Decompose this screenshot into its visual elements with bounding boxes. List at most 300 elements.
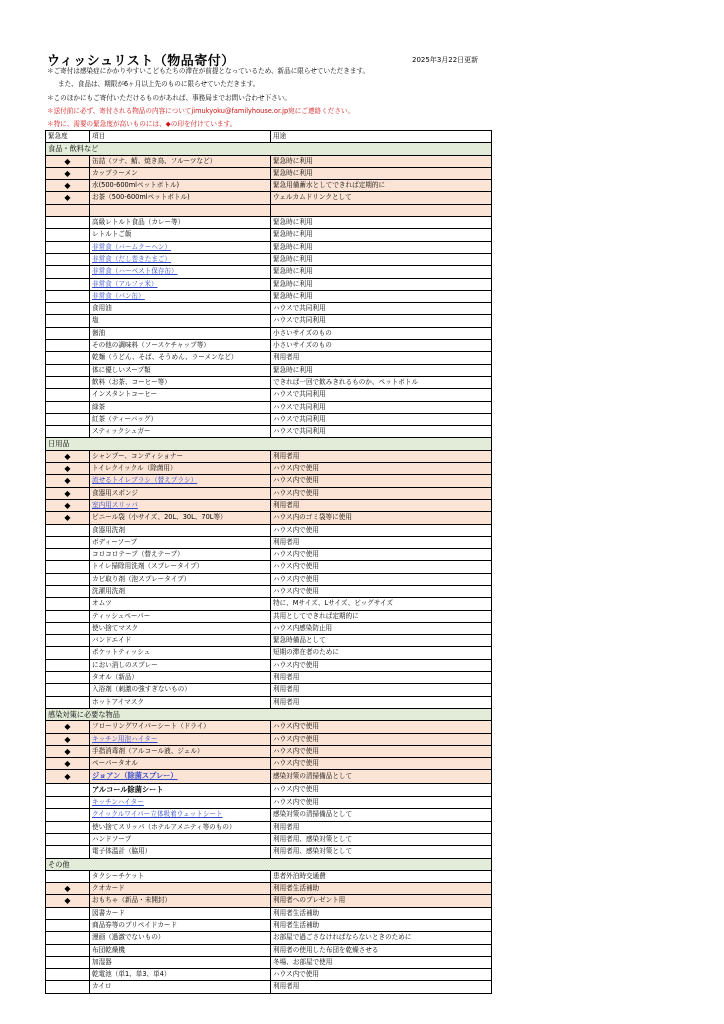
table-row bbox=[46, 598, 492, 610]
use-cell: ハウス内で使用 bbox=[271, 659, 492, 671]
use-cell: ハウス内で使用 bbox=[271, 758, 492, 770]
urgency-mark bbox=[46, 944, 90, 956]
item-link[interactable]: キッチン用泡ハイター bbox=[92, 734, 158, 743]
item-link[interactable]: 室内用スリッパ bbox=[92, 500, 138, 509]
use-cell: ハウス内で使用 bbox=[271, 745, 492, 757]
use-cell: 利用者用、感染対策として bbox=[271, 846, 492, 858]
item-cell bbox=[90, 241, 271, 253]
table-row bbox=[46, 413, 492, 425]
item-label: 塩 bbox=[92, 316, 99, 325]
table-row bbox=[46, 647, 492, 659]
urgency-mark bbox=[46, 783, 90, 796]
blank-cell bbox=[46, 204, 90, 216]
urgency-mark bbox=[46, 401, 90, 413]
item-label: ティッシュペーパー bbox=[92, 611, 151, 620]
urgency-mark: ◆ bbox=[46, 167, 90, 179]
use-cell: 感染対策の清掃備品として bbox=[271, 809, 492, 821]
table-row bbox=[46, 364, 492, 376]
urgency-mark bbox=[46, 290, 90, 302]
urgency-mark bbox=[46, 549, 90, 561]
use-cell: 緊急用備蓄水としてできれば定期的に bbox=[271, 180, 492, 192]
table-row bbox=[46, 192, 492, 204]
blank-cell bbox=[271, 204, 492, 216]
table-row bbox=[46, 278, 492, 290]
table-row bbox=[46, 696, 492, 708]
item-label: 布団乾燥機 bbox=[92, 945, 125, 954]
use-cell: ハウス内で使用 bbox=[271, 463, 492, 475]
urgency-mark bbox=[46, 241, 90, 253]
use-cell: 利用者生活補助 bbox=[271, 920, 492, 932]
item-cell bbox=[90, 512, 271, 524]
urgency-mark: ◆ bbox=[46, 721, 90, 733]
item-label: 商品券等のプリペイドカード bbox=[92, 921, 178, 929]
use-cell: 利用者用、感染対策として bbox=[271, 833, 492, 845]
section-label: 感染対策に必要な物品 bbox=[46, 708, 492, 720]
item-label: 図書カード bbox=[92, 908, 125, 917]
urgency-mark bbox=[46, 622, 90, 634]
table-row bbox=[46, 327, 492, 339]
item-cell bbox=[90, 401, 271, 413]
use-cell: 利用者生活補助 bbox=[271, 883, 492, 895]
item-cell bbox=[90, 944, 271, 956]
item-cell bbox=[90, 278, 271, 290]
table-row bbox=[46, 833, 492, 845]
urgency-mark bbox=[46, 315, 90, 327]
use-cell: 利用者用 bbox=[271, 684, 492, 696]
use-cell: ハウス内で使用 bbox=[271, 573, 492, 585]
item-label: レトルトご飯 bbox=[92, 230, 132, 239]
item-label: ビニール袋（小サイズ、20L、30L、70L等） bbox=[92, 513, 227, 522]
use-cell: 利用者用 bbox=[271, 450, 492, 462]
blank-row bbox=[46, 204, 492, 216]
item-label: 入浴剤（刺激の強すぎないもの） bbox=[92, 685, 191, 694]
use-cell: 利用者用 bbox=[271, 499, 492, 511]
table-row bbox=[46, 684, 492, 696]
table-row bbox=[46, 155, 492, 167]
item-link[interactable]: キッチンハイター bbox=[92, 798, 144, 807]
item-cell bbox=[90, 487, 271, 499]
item-label: 食用油 bbox=[92, 304, 112, 313]
item-cell bbox=[90, 622, 271, 634]
table-row bbox=[46, 745, 492, 757]
use-cell: ウェルカムドリンクとして bbox=[271, 192, 492, 204]
use-cell: 感染対策の清掃備品として bbox=[271, 770, 492, 783]
urgency-mark: ◆ bbox=[46, 883, 90, 895]
item-label: インスタントコーヒー bbox=[92, 390, 158, 399]
item-label: ボディーソープ bbox=[92, 537, 138, 546]
item-label: 使い捨てマスク bbox=[92, 623, 139, 632]
urgency-mark bbox=[46, 647, 90, 659]
item-cell bbox=[90, 524, 271, 536]
use-cell: 緊急時に利用 bbox=[271, 364, 492, 376]
item-cell bbox=[90, 610, 271, 622]
item-cell bbox=[90, 315, 271, 327]
table-row bbox=[46, 167, 492, 179]
item-label: 漫画（過激でないもの） bbox=[92, 933, 165, 942]
use-cell: 緊急時に利用 bbox=[271, 290, 492, 302]
item-label: お茶（500-600mlペットボトル) bbox=[92, 193, 190, 202]
use-cell: 緊急時に利用 bbox=[271, 241, 492, 253]
use-cell: ハウスで共同利用 bbox=[271, 315, 492, 327]
urgency-mark bbox=[46, 846, 90, 858]
urgency-mark bbox=[46, 536, 90, 548]
item-link[interactable]: 流せるトイレブラシ（替えブラシ） bbox=[92, 476, 198, 485]
item-cell bbox=[90, 340, 271, 352]
urgency-mark bbox=[46, 821, 90, 833]
urgency-mark bbox=[46, 303, 90, 315]
urgency-mark bbox=[46, 833, 90, 845]
use-cell: 利用者用 bbox=[271, 352, 492, 364]
item-link[interactable]: 非常食（パン缶） bbox=[92, 291, 145, 300]
urgency-mark bbox=[46, 870, 90, 882]
item-label: 加湿器 bbox=[92, 957, 112, 966]
urgency-mark: ◆ bbox=[46, 733, 90, 745]
page-title: ウィッシュリスト（物品寄付） bbox=[47, 54, 235, 69]
use-cell: 緊急時に利用 bbox=[271, 229, 492, 241]
urgency-mark: ◆ bbox=[46, 499, 90, 511]
item-cell bbox=[90, 895, 271, 907]
use-cell: ハウスで共同利用 bbox=[271, 426, 492, 438]
urgency-mark bbox=[46, 389, 90, 401]
item-cell bbox=[90, 475, 271, 487]
urgency-mark: ◆ bbox=[46, 192, 90, 204]
table-row bbox=[46, 180, 492, 192]
table-row bbox=[46, 241, 492, 253]
item-label: カビ取り剤（泡スプレータイプ） bbox=[92, 574, 191, 583]
table-row bbox=[46, 895, 492, 907]
table-row bbox=[46, 376, 492, 388]
item-cell bbox=[90, 303, 271, 315]
item-cell bbox=[90, 821, 271, 833]
use-cell: 患者外泊時交通費 bbox=[271, 870, 492, 882]
item-cell bbox=[90, 266, 271, 278]
item-cell bbox=[90, 364, 271, 376]
table-row bbox=[46, 635, 492, 647]
use-cell: ハウスで共同利用 bbox=[271, 389, 492, 401]
use-cell: 短期の滞在者のために bbox=[271, 647, 492, 659]
use-cell: ハウス内で使用 bbox=[271, 475, 492, 487]
item-label: 使い捨てスリッパ（ホテルアメニティ等のもの） bbox=[92, 822, 236, 831]
urgency-mark: ◆ bbox=[46, 758, 90, 770]
table-row bbox=[46, 809, 492, 821]
urgency-mark: ◆ bbox=[46, 475, 90, 487]
urgency-mark bbox=[46, 217, 90, 229]
item-cell bbox=[90, 598, 271, 610]
item-cell bbox=[90, 290, 271, 302]
item-cell bbox=[90, 376, 271, 388]
urgency-mark bbox=[46, 809, 90, 821]
table-row bbox=[46, 450, 492, 462]
use-cell: ハウス内で使用 bbox=[271, 797, 492, 809]
item-cell bbox=[90, 352, 271, 364]
table-row bbox=[46, 944, 492, 956]
item-cell bbox=[90, 561, 271, 573]
item-cell bbox=[90, 870, 271, 882]
urgency-mark bbox=[46, 524, 90, 536]
use-cell: 緊急時に利用 bbox=[271, 253, 492, 265]
table-row bbox=[46, 610, 492, 622]
urgency-mark bbox=[46, 253, 90, 265]
item-cell bbox=[90, 797, 271, 809]
table-row bbox=[46, 487, 492, 499]
urgency-mark bbox=[46, 696, 90, 708]
item-cell bbox=[90, 981, 271, 993]
use-cell: 緊急時に利用 bbox=[271, 167, 492, 179]
section-label: 食品・飲料など bbox=[46, 143, 492, 155]
table-row bbox=[46, 956, 492, 968]
table-row bbox=[46, 622, 492, 634]
item-label: 缶詰（ツナ、鯖、焼き鳥、フルーツなど） bbox=[92, 156, 217, 165]
urgency-mark bbox=[46, 426, 90, 438]
table-body bbox=[46, 143, 492, 993]
urgency-mark bbox=[46, 413, 90, 425]
header-use: 用途 bbox=[271, 131, 492, 143]
table-row bbox=[46, 770, 492, 783]
use-cell: ハウス内で使用 bbox=[271, 783, 492, 796]
table-row bbox=[46, 672, 492, 684]
urgency-mark bbox=[46, 684, 90, 696]
section-label: 日用品 bbox=[46, 438, 492, 450]
item-link[interactable]: クイックルワイパー立体吸着ウェットシート bbox=[92, 810, 223, 819]
note-line: ＊ご寄付は感染症にかかりやすいこどもたちの滞在が前提となっているため、新品に限らせていただきます。 bbox=[47, 67, 370, 75]
urgency-mark bbox=[46, 635, 90, 647]
urgency-mark bbox=[46, 932, 90, 944]
urgency-mark bbox=[46, 266, 90, 278]
urgency-mark bbox=[46, 969, 90, 981]
use-cell: ハウス内感染防止用 bbox=[271, 622, 492, 634]
use-cell: 緊急時に利用 bbox=[271, 278, 492, 290]
table-row bbox=[46, 981, 492, 993]
table-row bbox=[46, 475, 492, 487]
item-cell bbox=[90, 413, 271, 425]
section-row bbox=[46, 143, 492, 155]
table-row bbox=[46, 549, 492, 561]
urgency-mark: ◆ bbox=[46, 487, 90, 499]
item-label: スティックシュガー bbox=[92, 427, 151, 436]
item-cell bbox=[90, 745, 271, 757]
urgency-mark bbox=[46, 229, 90, 241]
item-label: ポケットティッシュ bbox=[92, 648, 151, 657]
updated-date: 2025年3月22日更新 bbox=[412, 56, 479, 64]
table-row bbox=[46, 512, 492, 524]
item-cell bbox=[90, 327, 271, 339]
table-row bbox=[46, 217, 492, 229]
urgency-mark: ◆ bbox=[46, 895, 90, 907]
item-link[interactable]: 非常食（アルファ米） bbox=[92, 279, 158, 288]
blank-cell bbox=[90, 204, 271, 216]
use-cell: 利用者用 bbox=[271, 696, 492, 708]
use-cell: 小さいサイズのもの bbox=[271, 327, 492, 339]
table-row bbox=[46, 253, 492, 265]
item-cell bbox=[90, 647, 271, 659]
item-label: におい消しのスプレー bbox=[92, 660, 158, 669]
item-label: おもちゃ（新品・未開封） bbox=[92, 896, 172, 905]
item-link[interactable]: ジョアン（除菌スプレー） bbox=[92, 771, 178, 781]
item-cell bbox=[90, 573, 271, 585]
urgency-mark bbox=[46, 585, 90, 597]
urgency-mark: ◆ bbox=[46, 155, 90, 167]
table-row bbox=[46, 463, 492, 475]
use-cell: 共用としてできれば定期的に bbox=[271, 610, 492, 622]
item-cell bbox=[90, 192, 271, 204]
table-row bbox=[46, 229, 492, 241]
use-cell: ハウス内で使用 bbox=[271, 561, 492, 573]
table-row bbox=[46, 266, 492, 278]
item-label: カイロ bbox=[92, 982, 112, 991]
urgency-mark bbox=[46, 610, 90, 622]
urgency-mark bbox=[46, 956, 90, 968]
table-row bbox=[46, 783, 492, 796]
use-cell: 利用者用 bbox=[271, 981, 492, 993]
table-row bbox=[46, 883, 492, 895]
item-cell bbox=[90, 907, 271, 919]
table-row bbox=[46, 401, 492, 413]
item-label: 手指消毒剤（アルコール液、ジェル） bbox=[92, 746, 204, 755]
item-label: 醤油 bbox=[92, 328, 106, 337]
item-cell bbox=[90, 635, 271, 647]
urgency-mark bbox=[46, 981, 90, 993]
header-urgency: 緊急度 bbox=[46, 131, 90, 143]
urgency-mark bbox=[46, 672, 90, 684]
urgency-mark bbox=[46, 561, 90, 573]
item-label: ホットアイマスク bbox=[92, 697, 144, 706]
use-cell: ハウスで共同利用 bbox=[271, 413, 492, 425]
item-cell bbox=[90, 883, 271, 895]
item-cell bbox=[90, 733, 271, 745]
item-cell bbox=[90, 684, 271, 696]
item-label: 水(500-600mlペットボトル) bbox=[92, 181, 180, 190]
item-cell bbox=[90, 229, 271, 241]
table-row bbox=[46, 352, 492, 364]
use-cell: ハウスで共同利用 bbox=[271, 303, 492, 315]
note-line: ＊特に、需要の緊急度が高いものには、◆の印を付けています。 bbox=[47, 120, 237, 128]
use-cell: ハウス内で使用 bbox=[271, 969, 492, 981]
use-cell: できれば一回で飲みきれるものか、ペットボトル bbox=[271, 376, 492, 388]
use-cell: 小さいサイズのもの bbox=[271, 340, 492, 352]
use-cell: ハウス内で使用 bbox=[271, 487, 492, 499]
use-cell: 冬場、お部屋で使用 bbox=[271, 956, 492, 968]
item-label: 洗濯用洗剤 bbox=[92, 586, 125, 595]
table-row bbox=[46, 499, 492, 511]
use-cell: ハウス内で使用 bbox=[271, 549, 492, 561]
item-cell bbox=[90, 758, 271, 770]
use-cell: 緊急時に利用 bbox=[271, 266, 492, 278]
urgency-mark bbox=[46, 659, 90, 671]
item-label: クオカード bbox=[92, 884, 125, 893]
item-cell bbox=[90, 536, 271, 548]
use-cell: 利用者生活補助 bbox=[271, 907, 492, 919]
use-cell: 緊急時に利用 bbox=[271, 217, 492, 229]
item-cell bbox=[90, 155, 271, 167]
use-cell: 利用者用 bbox=[271, 821, 492, 833]
item-label: カップラーメン bbox=[92, 168, 138, 177]
item-label: トイレクイックル（除菌用） bbox=[92, 464, 177, 473]
item-link[interactable]: 非常食（バームクーヘン） bbox=[92, 242, 172, 251]
table-row bbox=[46, 932, 492, 944]
item-label: 電子体温計（脇用） bbox=[92, 847, 152, 856]
use-cell: 緊急時に利用 bbox=[271, 155, 492, 167]
item-cell bbox=[90, 809, 271, 821]
urgency-mark: ◆ bbox=[46, 745, 90, 757]
item-cell bbox=[90, 426, 271, 438]
table-row bbox=[46, 315, 492, 327]
item-cell bbox=[90, 389, 271, 401]
use-cell: 利用者へのプレゼント用 bbox=[271, 895, 492, 907]
use-cell: ハウス内で使用 bbox=[271, 733, 492, 745]
use-cell: ハウス内で使用 bbox=[271, 524, 492, 536]
use-cell: 利用者用 bbox=[271, 536, 492, 548]
item-cell bbox=[90, 167, 271, 179]
table-row bbox=[46, 340, 492, 352]
item-label: 高級レトルト食品（カレー等） bbox=[92, 218, 185, 227]
item-cell bbox=[90, 672, 271, 684]
table-row bbox=[46, 907, 492, 919]
item-label: オムツ bbox=[92, 599, 112, 608]
table-row bbox=[46, 733, 492, 745]
table-row bbox=[46, 659, 492, 671]
table-row bbox=[46, 573, 492, 585]
item-label: 緑茶 bbox=[92, 402, 106, 411]
wishlist-table bbox=[45, 130, 492, 994]
item-label: タオル（新品） bbox=[92, 673, 139, 682]
note-line: ＊このほかにもご寄付いただけるものがあれば、事務局までお問い合わせ下さい。 bbox=[47, 94, 291, 102]
item-label: 乾麺（うどん、そば、そうめん、ラーメンなど） bbox=[92, 353, 238, 362]
table-row bbox=[46, 426, 492, 438]
item-label: コロコロテープ（替えテープ） bbox=[92, 550, 184, 559]
urgency-mark bbox=[46, 797, 90, 809]
item-cell bbox=[90, 920, 271, 932]
table-row bbox=[46, 870, 492, 882]
table-row bbox=[46, 561, 492, 573]
item-link[interactable]: 非常食（ハーベスト保存缶） bbox=[92, 267, 178, 276]
item-label: フローリングワイパーシート（ドライ） bbox=[92, 722, 210, 731]
item-label: シャンプー、コンディショナー bbox=[92, 451, 184, 460]
section-row bbox=[46, 858, 492, 870]
use-cell: お部屋で過ごさなければならないときのために bbox=[271, 932, 492, 944]
table-header-row bbox=[46, 131, 492, 143]
urgency-mark: ◆ bbox=[46, 463, 90, 475]
urgency-mark bbox=[46, 327, 90, 339]
urgency-mark: ◆ bbox=[46, 512, 90, 524]
urgency-mark bbox=[46, 573, 90, 585]
use-cell: 特に、Mサイズ、Lサイズ、ビッグサイズ bbox=[271, 598, 492, 610]
table-row bbox=[46, 821, 492, 833]
table-row bbox=[46, 846, 492, 858]
table-row bbox=[46, 721, 492, 733]
item-cell bbox=[90, 585, 271, 597]
item-label: 紅茶（ティーバッグ） bbox=[92, 414, 158, 423]
urgency-mark bbox=[46, 920, 90, 932]
section-row bbox=[46, 438, 492, 450]
item-cell bbox=[90, 833, 271, 845]
table-row bbox=[46, 536, 492, 548]
table-row bbox=[46, 524, 492, 536]
item-label: 乾電池（単1、単3、単4） bbox=[92, 970, 171, 979]
item-label: トイレ掃除用洗剤（スプレータイプ） bbox=[92, 562, 204, 571]
urgency-mark bbox=[46, 278, 90, 290]
table-row bbox=[46, 389, 492, 401]
use-cell: ハウス内で使用 bbox=[271, 585, 492, 597]
table-row bbox=[46, 303, 492, 315]
table-row bbox=[46, 290, 492, 302]
item-label: ペーパータオル bbox=[92, 759, 138, 768]
item-cell bbox=[90, 549, 271, 561]
item-cell bbox=[90, 499, 271, 511]
item-label: 食器用スポンジ bbox=[92, 488, 138, 497]
item-label: 飲料（お茶、コーヒー等） bbox=[92, 377, 171, 386]
use-cell: ハウス内のゴミ袋等に使用 bbox=[271, 512, 492, 524]
item-link[interactable]: 非常食（だし巻きたまご） bbox=[92, 254, 172, 263]
